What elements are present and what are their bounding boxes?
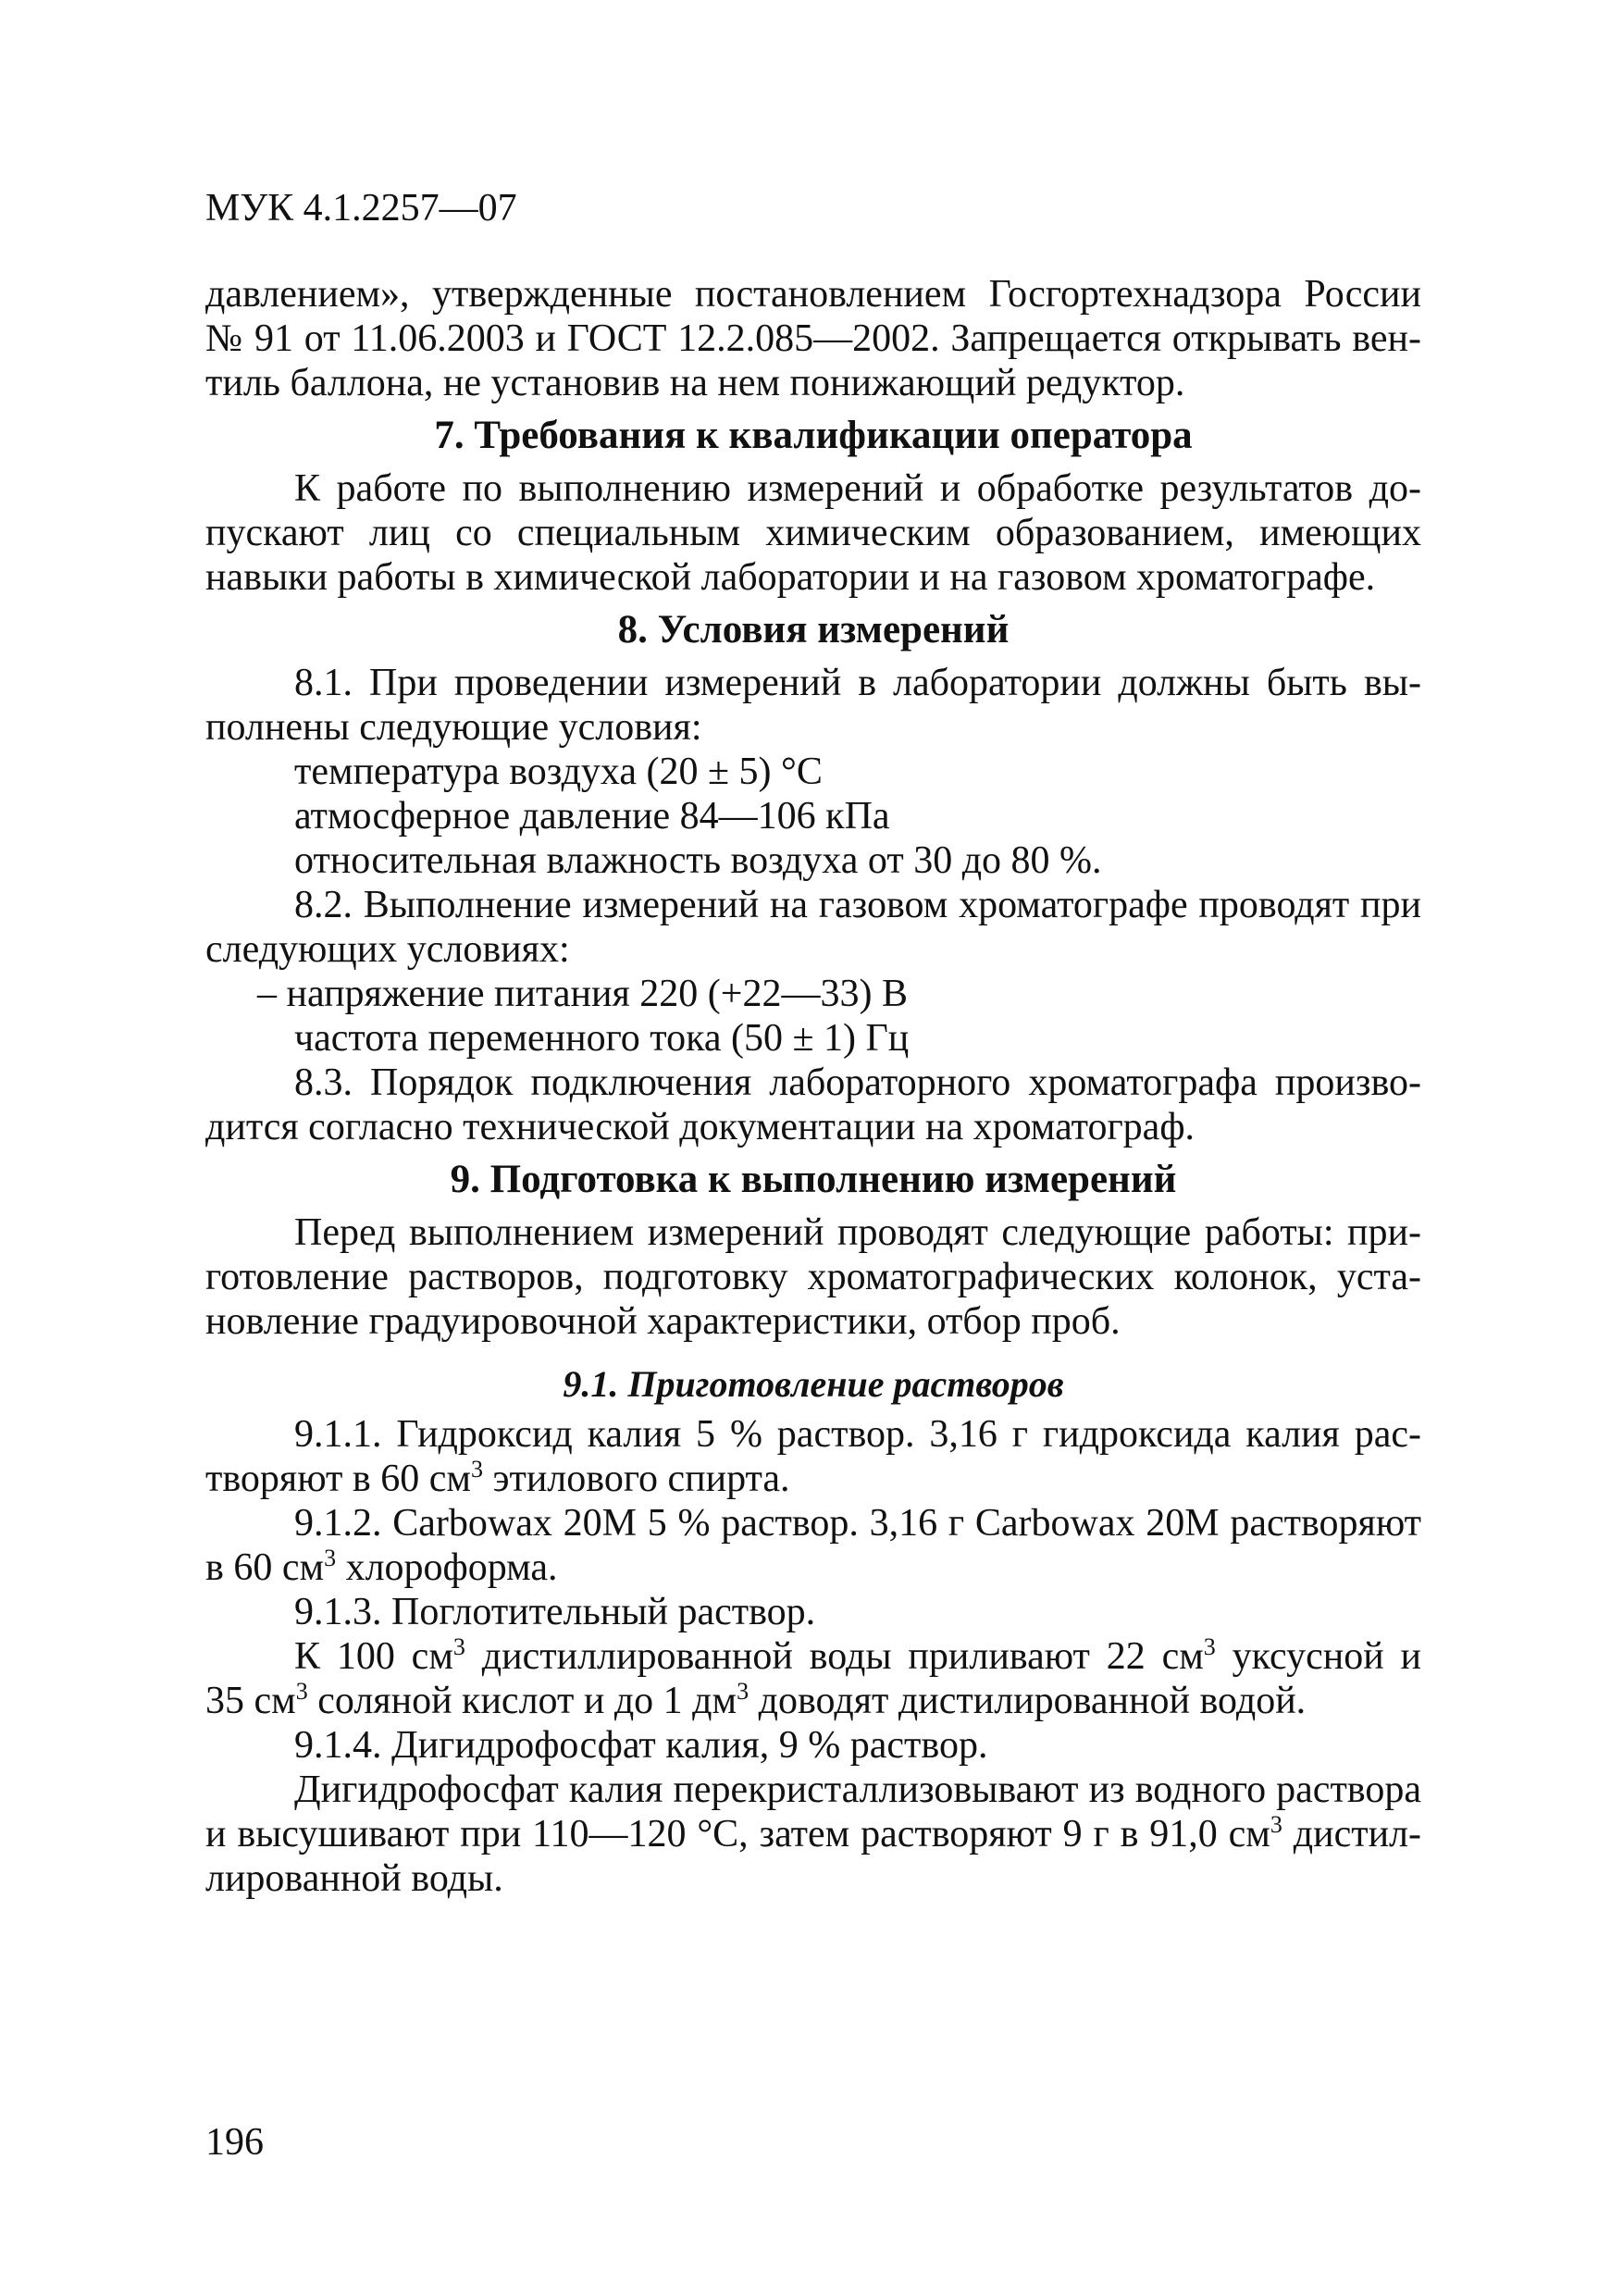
text-line: дится согласно технической документации на хроматограф.: [205, 1106, 1196, 1148]
text-line: К работе по выполнению измерений и обработке результатов до-: [294, 467, 1421, 510]
text-line: пускают лиц со специальным химическим образованием, имеющих: [205, 512, 1421, 554]
text-line: в 60 $см^3$ хлороформа.: [205, 1545, 558, 1589]
superscript: 3: [470, 1456, 483, 1483]
text-line: 8.1. При проведении измерений в лаборатории должны быть вы-: [294, 662, 1421, 704]
condition-humidity: относительная влажность воздуха от 30 до 80 %.: [294, 839, 1102, 882]
condition-voltage: – напряжение питания 220 (+22—33) В: [257, 973, 908, 1015]
text-line: навыки работы в химической лаборатории и на газовом хроматографе.: [205, 556, 1376, 599]
running-header: МУК 4.1.2257—07: [205, 187, 517, 230]
text-line: 9.1.2. Carbowax 20M 5 % раствор. 3,16 г Carbowax 20M растворяют: [294, 1502, 1421, 1545]
section-9-body: [205, 1210, 1421, 1901]
section-8-body: [205, 661, 1421, 1149]
text-line: № 91 от 11.06.2003 и ГОСТ 12.2.085—2002. Запрещается открывать вен-: [205, 317, 1421, 360]
text-line: готовление растворов, подготовку хроматографических колонок, уста-: [205, 1256, 1421, 1298]
text-line: лированной воды.: [205, 1857, 503, 1900]
superscript: 3: [452, 1633, 465, 1660]
intro-paragraph: [205, 272, 1421, 405]
text-line: Перед выполнением измерений проводят следующие работы: при-: [294, 1211, 1421, 1254]
page-body: [205, 272, 1421, 1901]
text-line: следующих условиях:: [205, 928, 570, 971]
text-line: Дигидрофосфат калия перекристаллизовывают из водного раствора: [294, 1769, 1421, 1811]
text-line: 35 $см^3$ соляной кислот и до 1 $дм^3$ доводят дистилированной водой.: [205, 1678, 1307, 1722]
text-line: полнены следующие условия:: [205, 706, 702, 749]
text-line: К 100 $см^3$ дистиллированной воды приливают 22 $см^3$ уксусной и: [294, 1633, 1421, 1678]
section-9-heading: 9. Подготовка к выполнению измерений: [450, 1158, 1177, 1201]
text-line: давлением», утвержденные постановлением Госгортехнадзора России: [205, 273, 1421, 316]
section-7-heading: 7. Требования к квалификации оператора: [434, 414, 1193, 457]
subsection-9-1-heading: 9.1. Приготовление растворов: [563, 1363, 1064, 1405]
superscript: 3: [1270, 1811, 1282, 1838]
text-line: тиль баллона, не установив на нем понижающий редуктор.: [205, 362, 1185, 404]
text-line: 9.1.3. Поглотительный раствор.: [294, 1591, 816, 1633]
text-line: творяют в 60 $см^3$ этилового спирта.: [205, 1456, 790, 1500]
superscript: 3: [324, 1545, 337, 1571]
superscript: 3: [295, 1678, 308, 1705]
section-8-heading: 8. Условия измерений: [617, 608, 1010, 652]
text-line: 8.3. Порядок подключения лабораторного хроматографа произво-: [294, 1061, 1421, 1104]
condition-pressure: атмосферное давление 84—106 кПа: [294, 795, 890, 838]
section-7-paragraph: [205, 466, 1421, 600]
condition-temperature: температура воздуха (20 ± 5) °С: [294, 751, 823, 793]
condition-frequency: частота переменного тока (50 ± 1) Гц: [294, 1017, 910, 1060]
text-line: 8.2. Выполнение измерений на газовом хроматографе проводят при: [294, 884, 1421, 926]
text-line: новление градуировочной характеристики, отбор проб.: [205, 1300, 1121, 1343]
text-line: 9.1.1. Гидроксид калия 5 % раствор. 3,16 г гидроксида калия рас-: [294, 1413, 1421, 1456]
text-line: и высушивают при 110—120 °С, затем растворяют 9 г в 91,0 $см^3$ дистил-: [205, 1811, 1421, 1855]
superscript: 3: [737, 1678, 750, 1705]
text-line: 9.1.4. Дигидрофосфат калия, 9 % раствор.: [294, 1724, 988, 1767]
superscript: 3: [1203, 1633, 1216, 1660]
page-number: 196: [205, 2121, 264, 2164]
